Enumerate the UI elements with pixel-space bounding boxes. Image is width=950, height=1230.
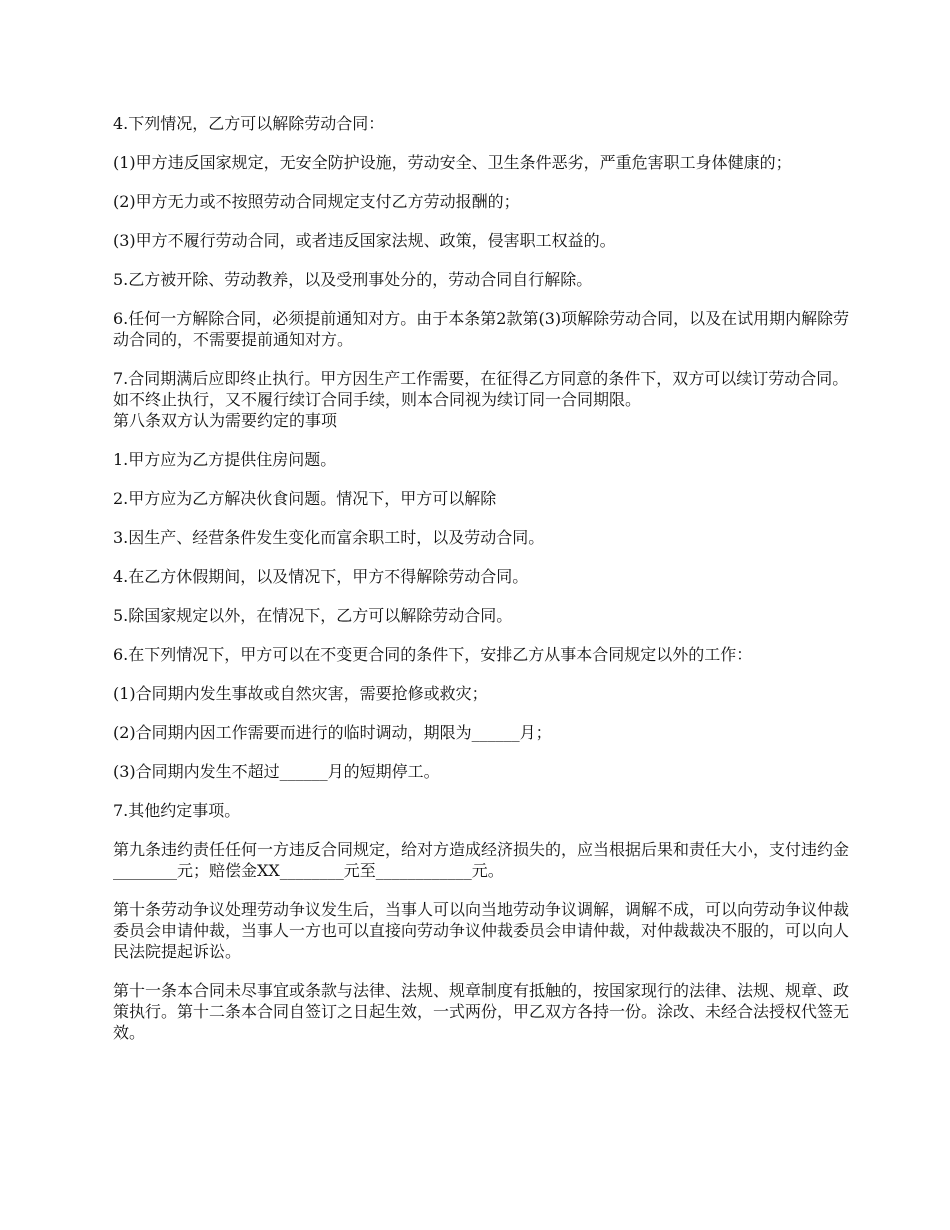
- paragraph: 第十条劳动争议处理劳动争议发生后，当事人可以向当地劳动争议调解，调解不成，可以向劳动争议仲裁委员会申请仲裁，当事人一方也可以直接向劳动争议仲裁委员会申请仲裁，对仲裁裁决不服的，可以向人民法院提起诉讼。: [113, 900, 850, 961]
- paragraph: 6.任何一方解除合同，必须提前通知对方。由于本条第2款第(3)项解除劳动合同，以及在试用期内解除劳动合同的，不需要提前通知对方。: [113, 309, 850, 349]
- paragraph: 第十一条本合同未尽事宜或条款与法律、法规、规章制度有抵触的，按国家现行的法律、法规、规章、政策执行。第十二条本合同自签订之日起生效，一式两份，甲乙双方各持一份。涂改、未经合法授权代签无效。: [113, 981, 850, 1042]
- paragraph: 7.其他约定事项。: [113, 801, 241, 820]
- paragraph: 4.下列情况，乙方可以解除劳动合同：: [113, 114, 385, 133]
- paragraph: 6.在下列情况下，甲方可以在不变更合同的条件下，安排乙方从事本合同规定以外的工作：: [113, 645, 753, 664]
- paragraph: 3.因生产、经营条件发生变化而富余职工时，以及劳动合同。: [113, 528, 545, 547]
- paragraph: 4.在乙方休假期间，以及情况下，甲方不得解除劳动合同。: [113, 567, 529, 586]
- paragraph: (2)甲方无力或不按照劳动合同规定支付乙方劳动报酬的；: [113, 192, 520, 211]
- paragraph: 第九条违约责任任何一方违反合同规定，给对方造成经济损失的，应当根据后果和责任大小，支付违约金________元；赔偿金XX________元至____________元。: [113, 840, 850, 880]
- paragraph: (3)甲方不履行劳动合同，或者违反国家法规、政策，侵害职工权益的。: [113, 231, 616, 250]
- paragraph: 2.甲方应为乙方解决伙食问题。情况下，甲方可以解除: [113, 489, 497, 508]
- paragraph: 5.乙方被开除、劳动教养，以及受刑事处分的，劳动合同自行解除。: [113, 270, 593, 289]
- paragraph: (1)合同期内发生事故或自然灾害，需要抢修或救灾；: [113, 684, 488, 703]
- paragraph: (2)合同期内因工作需要而进行的临时调动，期限为______月；: [113, 723, 552, 742]
- paragraph: 5.除国家规定以外，在情况下，乙方可以解除劳动合同。: [113, 606, 513, 625]
- section-heading: 第八条双方认为需要约定的事项: [113, 411, 338, 430]
- paragraph: 7.合同期满后应即终止执行。甲方因生产工作需要，在征得乙方同意的条件下，双方可以续订劳动合同。如不终止执行，又不履行续订合同手续，则本合同视为续订同一合同期限。: [113, 369, 849, 409]
- paragraph: (3)合同期内发生不超过______月的短期停工。: [113, 762, 440, 781]
- paragraph: (1)甲方违反国家规定，无安全防护设施，劳动安全、卫生条件恶劣，严重危害职工身体健康的；: [113, 153, 792, 172]
- paragraph: 1.甲方应为乙方提供住房问题。: [113, 450, 337, 469]
